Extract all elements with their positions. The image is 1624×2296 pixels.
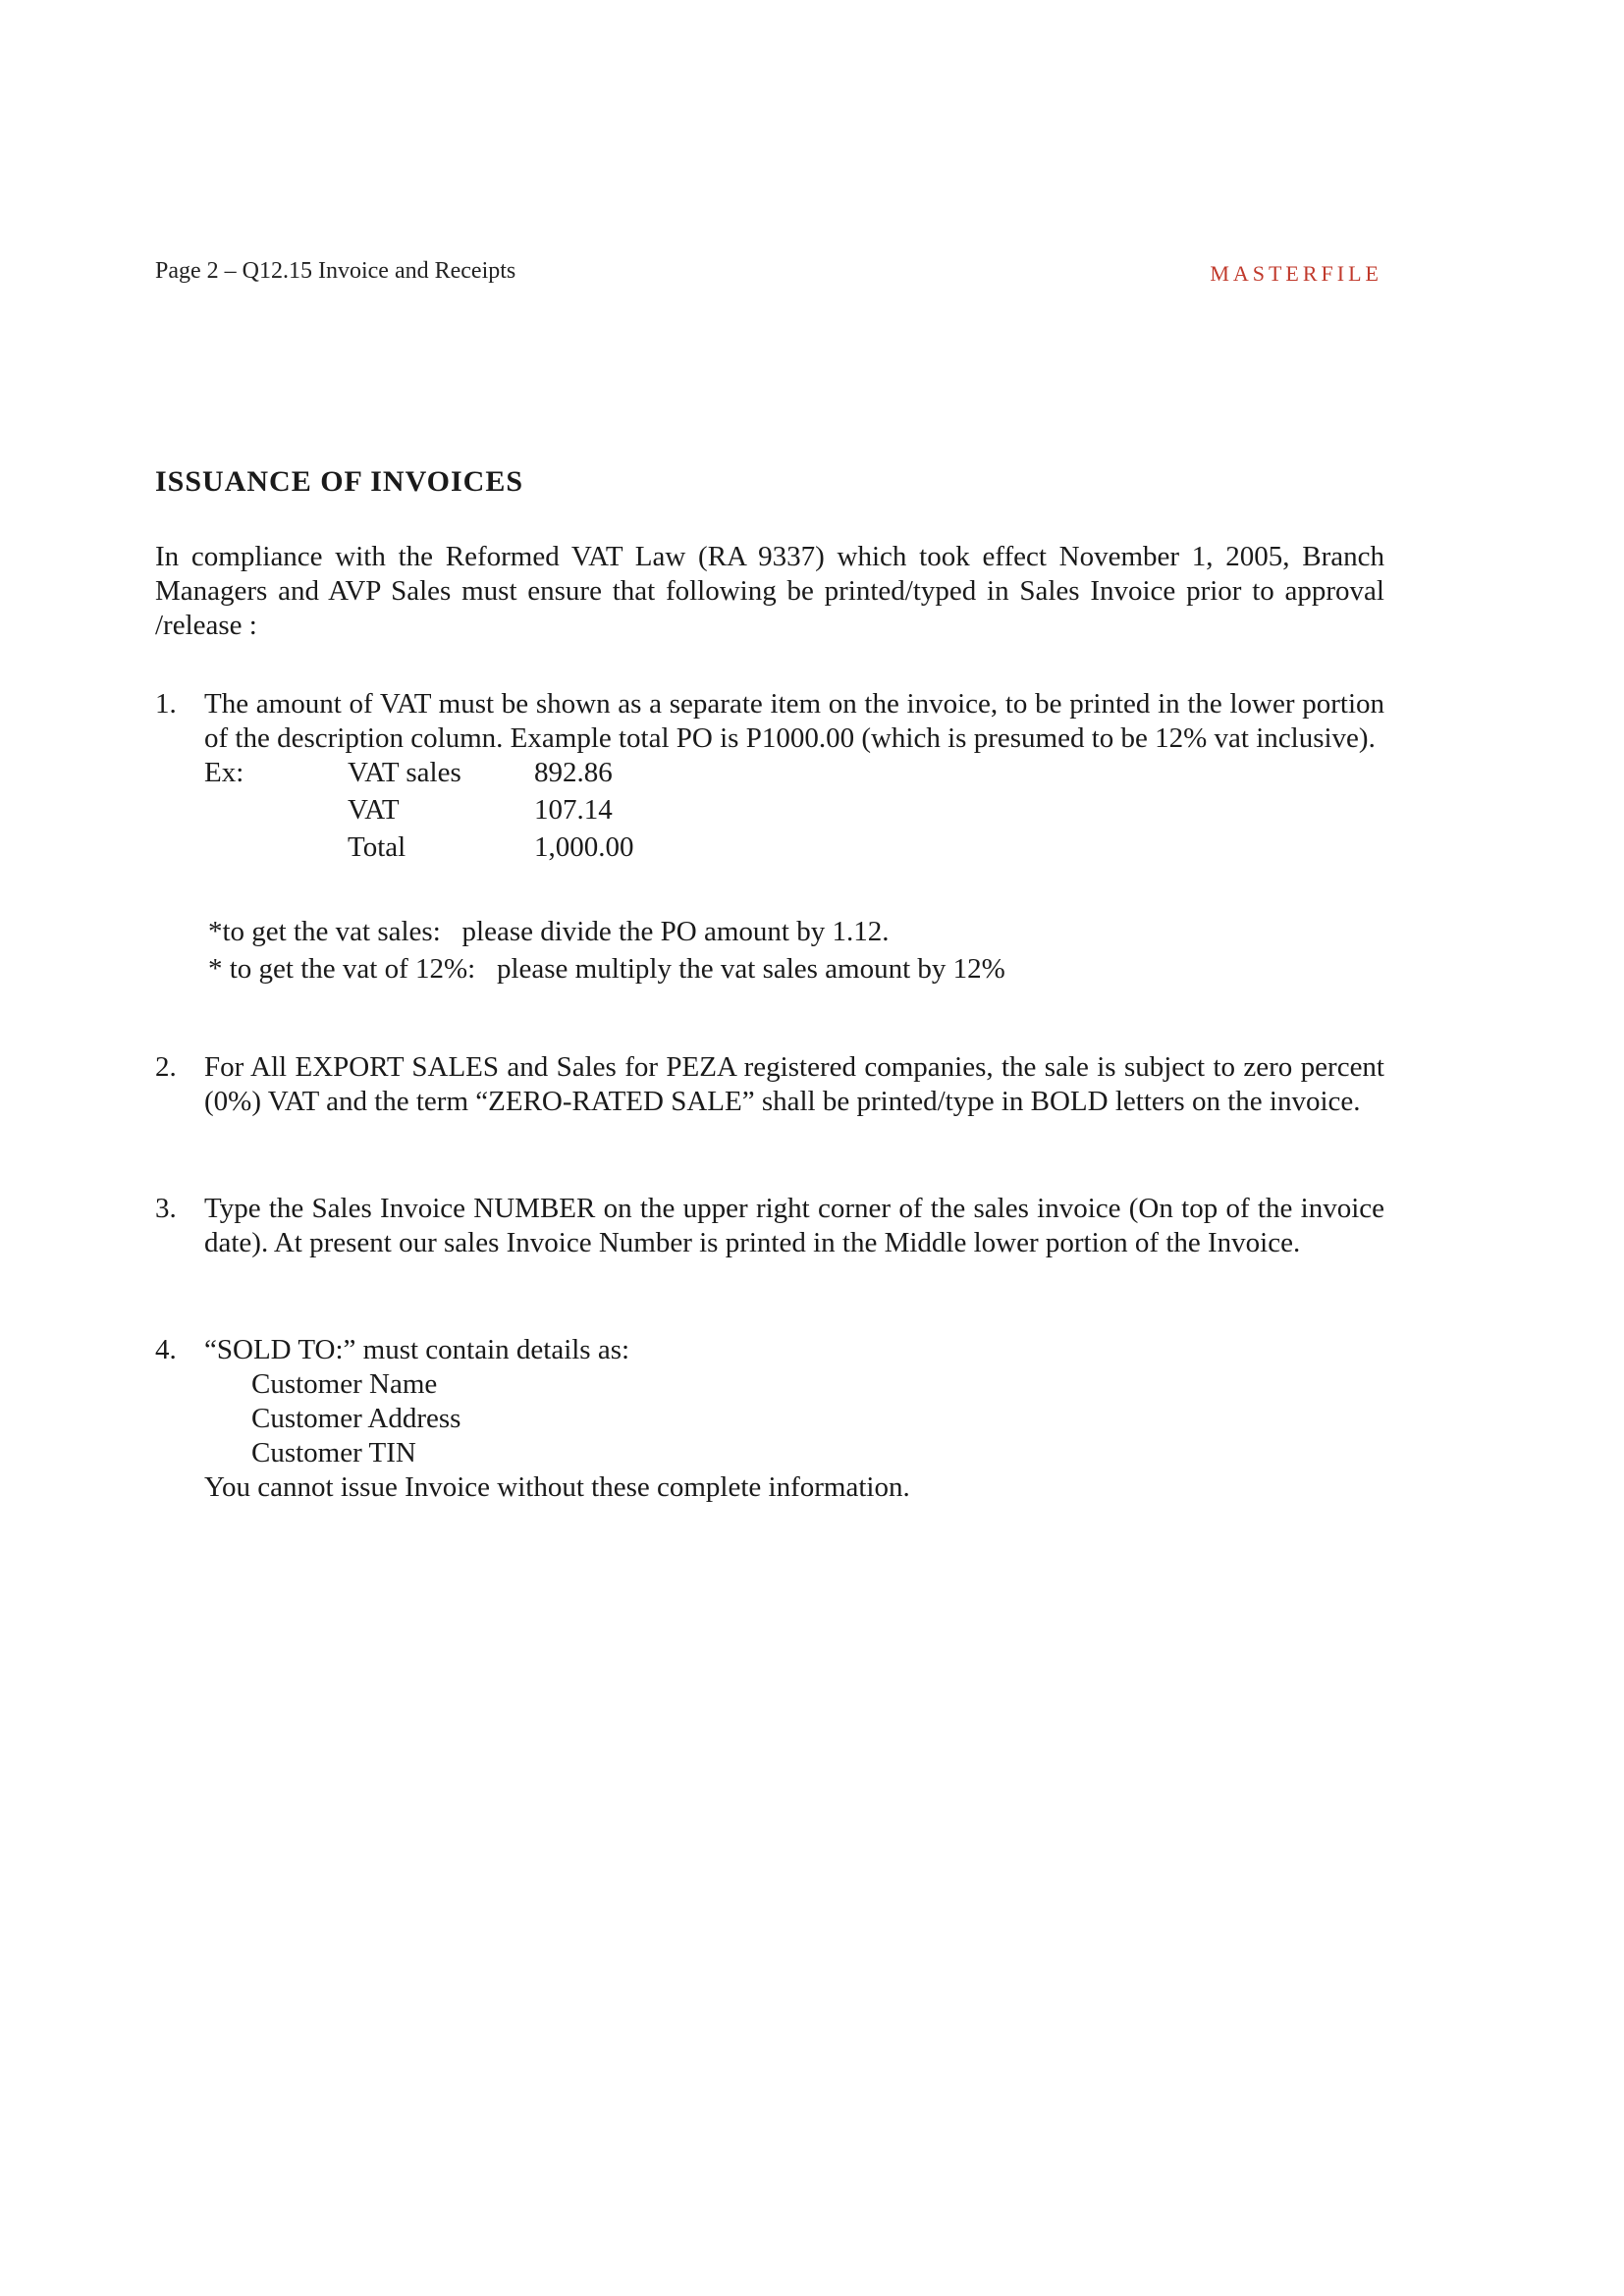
list-item-2 bbox=[155, 1050, 1384, 1119]
intro-paragraph: In compliance with the Reformed VAT Law (RA 9337) which took effect November 1, 2005, Branch Managers and AVP Sales must ensure that following be printed/typed in Sales Invoice prior to approval /release : bbox=[155, 541, 1384, 641]
item-text: The amount of VAT must be shown as a separate item on the invoice, to be printed in the lower portion of the description column. Example total PO is P1000.00 (which is presumed to be 12% vat inclusive). bbox=[204, 688, 1384, 754]
calculation-notes bbox=[208, 913, 1384, 988]
masterfile-stamp: MASTERFILE bbox=[1210, 261, 1382, 286]
item-number: 2. bbox=[155, 1051, 177, 1083]
document-title: ISSUANCE OF INVOICES bbox=[155, 465, 524, 498]
note-vat-sales: *to get the vat sales: please divide the PO amount by 1.12. bbox=[208, 916, 890, 947]
example-row-vat-sales bbox=[348, 756, 740, 793]
example-row-value: 892.86 bbox=[534, 757, 613, 788]
item-number: 1. bbox=[155, 688, 177, 720]
item-text: “SOLD TO:” must contain details as: bbox=[204, 1334, 630, 1365]
item-number: 3. bbox=[155, 1193, 177, 1224]
detail-customer-tin: Customer TIN bbox=[251, 1437, 416, 1468]
example-row-vat bbox=[348, 793, 740, 830]
example-row-name: VAT bbox=[348, 794, 400, 826]
example-row-name: VAT sales bbox=[348, 757, 461, 788]
detail-customer-address: Customer Address bbox=[251, 1403, 461, 1434]
item-text: Type the Sales Invoice NUMBER on the upper right corner of the sales invoice (On top of the invoice date). At present our sales Invoice Number is printed in the Middle lower portion of the Invoice. bbox=[204, 1193, 1384, 1258]
example-label: Ex: bbox=[204, 757, 244, 788]
list-item-1 bbox=[155, 687, 1384, 988]
example-row-value: 107.14 bbox=[534, 794, 613, 826]
page-header-reference: Page 2 – Q12.15 Invoice and Receipts bbox=[155, 258, 516, 284]
list-item-4 bbox=[155, 1333, 1384, 1505]
list-item-3 bbox=[155, 1192, 1384, 1260]
item-text: For All EXPORT SALES and Sales for PEZA registered companies, the sale is subject to zero percent (0%) VAT and the term “ZERO-RATED SALE” shall be printed/type in BOLD letters on the invoice. bbox=[204, 1051, 1384, 1117]
vat-example-table bbox=[204, 756, 1384, 872]
example-row-name: Total bbox=[348, 831, 406, 863]
example-row-value: 1,000.00 bbox=[534, 831, 634, 863]
detail-customer-name: Customer Name bbox=[251, 1368, 438, 1400]
example-row-total bbox=[348, 830, 740, 868]
closing-statement: You cannot issue Invoice without these complete information. bbox=[204, 1471, 910, 1503]
sold-to-details bbox=[251, 1367, 1384, 1470]
item-number: 4. bbox=[155, 1334, 177, 1365]
note-vat-amount: * to get the vat of 12%: please multiply the vat sales amount by 12% bbox=[208, 953, 1005, 985]
